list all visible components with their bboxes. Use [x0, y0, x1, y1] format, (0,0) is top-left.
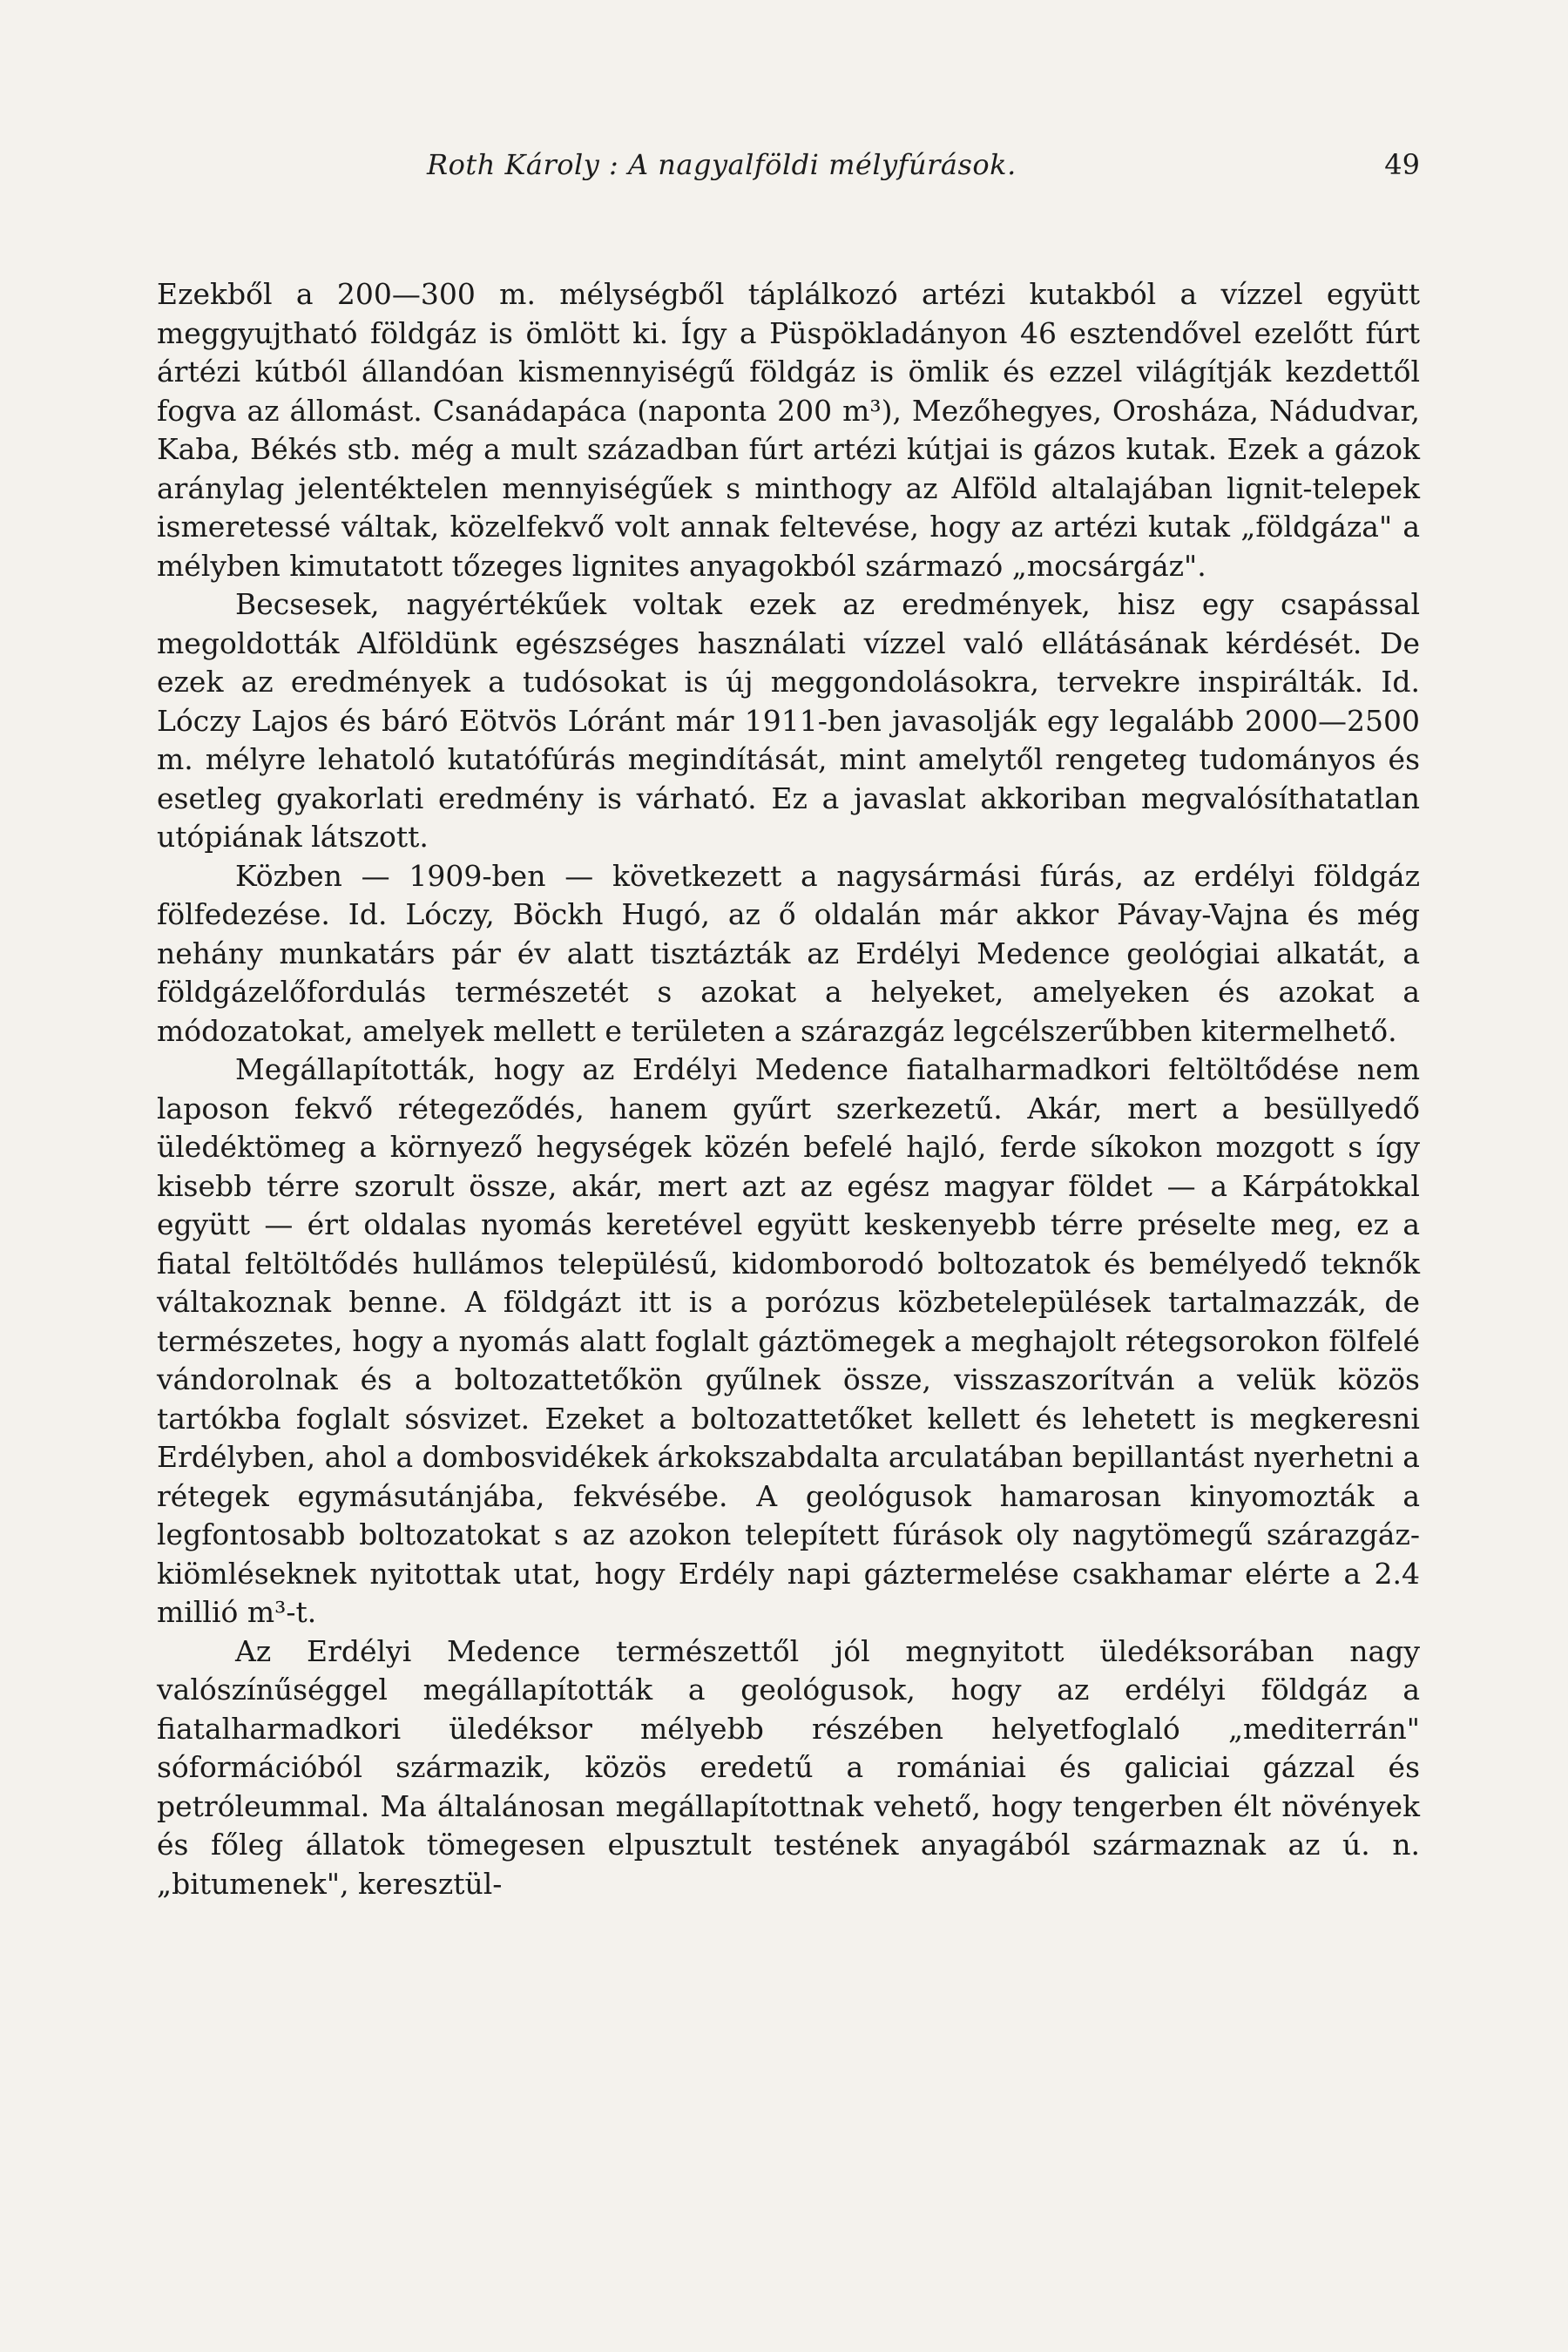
paragraph: Becsesek, nagyértékűek voltak ezek az eredmények, hisz egy csapással megoldották Alföldünk egészséges használati vízzel való ellátásának kérdését. De ezek az eredmények a tudósokat is új meggondolásokra, tervekre inspirálták. Id. Lóczy Lajos és báró Eötvös Lóránt már 1911-ben javasolják egy legalább 2000—2500 m. mélyre lehatoló kutatófúrás megindítását, mint amelytől rengeteg tudományos és esetleg gyakorlati eredmény is várható. Ez a javaslat akkoriban megvalósíthatatlan utópiának látszott. — [157, 587, 1420, 854]
body-text — [157, 275, 1420, 1903]
paragraph: Közben — 1909-ben — következett a nagysármási fúrás, az erdélyi földgáz fölfedezése. Id. Lóczy, Böckh Hugó, az ő oldalán már akkor Pávay-Vajna és még nehány munkatárs pár év alatt tisztázták az Erdélyi Medence geológiai alkatát, a földgázelőfordulás természetét s azokat a helyeket, amelyeken és azokat a módozatokat, amelyek mellett e területen a szárazgáz legcélszerűbben kitermelhető. — [157, 858, 1420, 1048]
paragraph: Megállapították, hogy az Erdélyi Medence fiatalharmadkori feltöltődése nem laposon fekvő rétegeződés, hanem gyűrt szerkezetű. Akár, mert a besüllyedő üledéktömeg a környező hegységek közén befelé hajló, ferde síkokon mozgott s így kisebb térre szorult össze, akár, mert azt az egész magyar földet — a Kárpátokkal együtt — ért oldalas nyomás keretével együtt keskenyebb térre préselte meg, ez a fiatal feltöltődés hullámos településű, kidomborodó boltozatok és bemélyedő teknők váltakoznak benne. A földgázt itt is a porózus közbetelepülések tartalmazzák, de természetes, hogy a nyomás alatt foglalt gáztömegek a meghajolt rétegsorokon fölfelé vándorolnak és a boltozattetőkön gyűlnek össze, visszaszorítván a velük közös tartókba foglalt sósvizet. Ezeket a boltozattetőket kellett és lehetett is megkeresni Erdélyben, ahol a dombosvidékek árkokszabdalta arculatában bepillantást nyerhetni a rétegek egymásutánjába, fekvésébe. A geológusok hamarosan kinyomozták a legfontosabb boltozatokat s az azokon telepített fúrások oly nagytömegű szárazgáz-kiömléseknek nyitottak utat, hogy Erdély napi gáztermelése csakhamar elérte a 2.4 millió m³-t. — [157, 1052, 1420, 1629]
running-title: Roth Károly : A nagyalföldi mélyfúrások. — [427, 148, 1017, 181]
paragraph: Ezekből a 200—300 m. mélységből táplálkozó artézi kutakból a vízzel együtt meggyujtható földgáz is ömlött ki. Így a Püspökladányon 46 esztendővel ezelőtt fúrt ártézi kútból állandóan kismennyiségű földgáz is ömlik és ezzel világítják kezdettől fogva az állomást. Csanádapáca (naponta 200 m³), Mezőhegyes, Orosháza, Nádudvar, Kaba, Békés stb. még a mult században fúrt artézi kútjai is gázos kutak. Ezek a gázok aránylag jelentéktelen mennyiségűek s minthogy az Alföld altalajában lignit-telepek ismeretessé váltak, közelfekvő volt annak feltevése, hogy az artézi kutak „földgáza" a mélyben kimutatott tőzeges lignites anyagokból származó „mocsárgáz". — [157, 277, 1420, 583]
paragraph: Az Erdélyi Medence természettől jól megnyitott üledéksorában nagy valószínűséggel megállapították a geológusok, hogy az erdélyi földgáz a fiatalharmadkori üledéksor mélyebb részében helyetfoglaló „mediterrán" sóformációból származik, közös eredetű a romániai és galiciai gázzal és petróleummal. Ma általánosan megállapítottnak vehető, hogy tengerben élt növények és főleg állatok tömegesen elpusztult testének anyagából származnak az ú. n. „bitumenek", keresztül- — [157, 1633, 1420, 1901]
page-number: 49 — [1384, 148, 1420, 181]
page-header — [157, 148, 1420, 200]
